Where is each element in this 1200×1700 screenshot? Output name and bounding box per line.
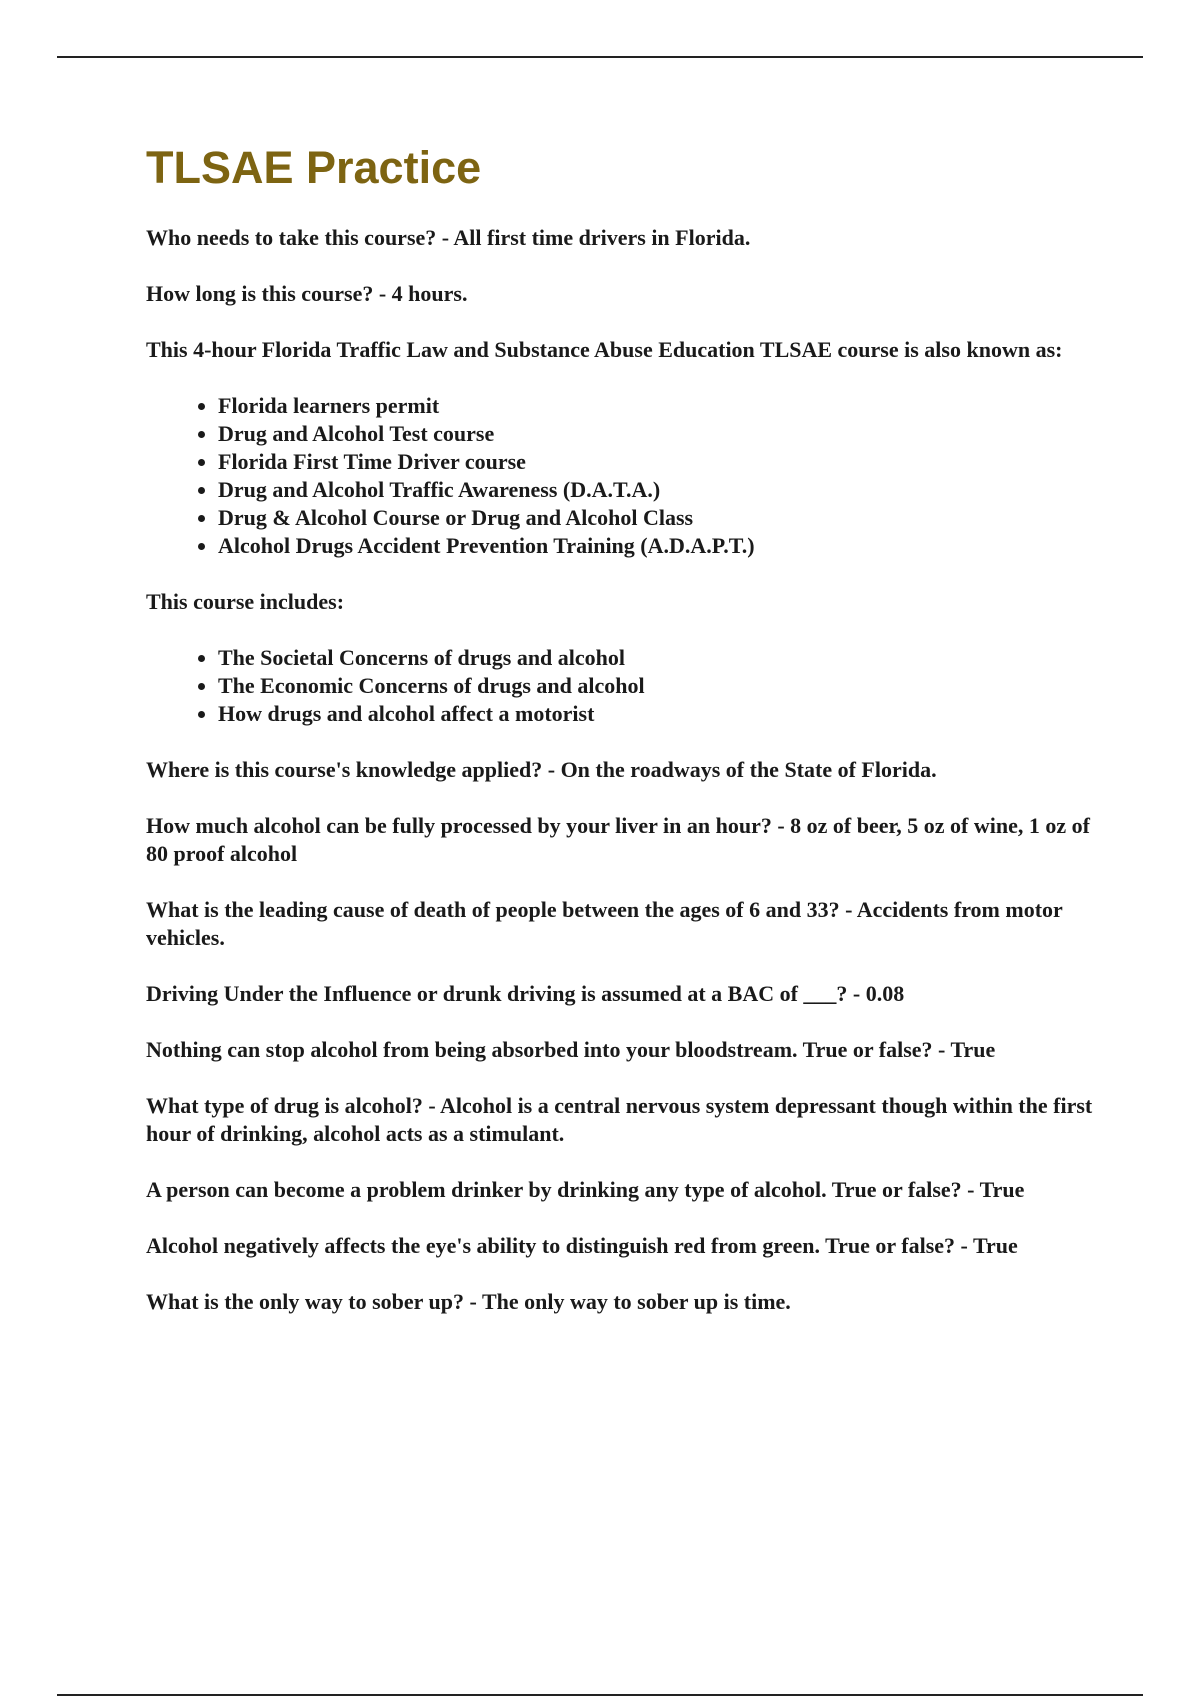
course-includes-intro: This course includes: (146, 589, 345, 614)
qa-eye-color-vision: Alcohol negatively affects the eye's ability to distinguish red from green. True or false? - True (146, 1233, 1018, 1258)
bottom-divider (57, 1694, 1143, 1696)
list-item: • Florida First Time Driver course (218, 448, 1096, 476)
course-includes-list (146, 644, 1096, 728)
qa-course-audience: Who needs to take this course? - All first time drivers in Florida. (146, 225, 751, 250)
list-item: • Florida learners permit (218, 392, 1096, 420)
list-item: • How drugs and alcohol affect a motorist (218, 700, 1096, 728)
list-item: • The Societal Concerns of drugs and alcohol (218, 644, 1096, 672)
top-divider (57, 56, 1143, 58)
course-aliases-list (146, 392, 1096, 560)
list-item: • Drug & Alcohol Course or Drug and Alcohol Class (218, 504, 1096, 532)
qa-drug-type: What type of drug is alcohol? - Alcohol is a central nervous system depressant though within the first hour of drinking, alcohol acts as a stimulant. (146, 1093, 1093, 1146)
list-item: • Drug and Alcohol Traffic Awareness (D.A.T.A.) (218, 476, 1096, 504)
qa-knowledge-applied: Where is this course's knowledge applied? - On the roadways of the State of Florida. (146, 757, 937, 782)
qa-leading-cause-of-death: What is the leading cause of death of people between the ages of 6 and 33? - Accidents from motor vehicles. (146, 897, 1063, 950)
qa-alcohol-absorption: Nothing can stop alcohol from being absorbed into your bloodstream. True or false? - True (146, 1037, 996, 1062)
list-item: • Alcohol Drugs Accident Prevention Training (A.D.A.P.T.) (218, 532, 1096, 560)
qa-dui-bac: Driving Under the Influence or drunk driving is assumed at a BAC of ___? - 0.08 (146, 981, 905, 1006)
course-aliases-intro: This 4-hour Florida Traffic Law and Substance Abuse Education TLSAE course is also known as: (146, 337, 1063, 362)
qa-liver-processing: How much alcohol can be fully processed by your liver in an hour? - 8 oz of beer, 5 oz of wine, 1 oz of 80 proof alcohol (146, 813, 1090, 866)
qa-problem-drinker: A person can become a problem drinker by drinking any type of alcohol. True or false? - True (146, 1177, 1025, 1202)
list-item: • Drug and Alcohol Test course (218, 420, 1096, 448)
document-body (146, 140, 1096, 1344)
page-title: TLSAE Practice (146, 142, 482, 193)
qa-sober-up: What is the only way to sober up? - The only way to sober up is time. (146, 1289, 791, 1314)
qa-course-length: How long is this course? - 4 hours. (146, 281, 468, 306)
list-item: • The Economic Concerns of drugs and alcohol (218, 672, 1096, 700)
